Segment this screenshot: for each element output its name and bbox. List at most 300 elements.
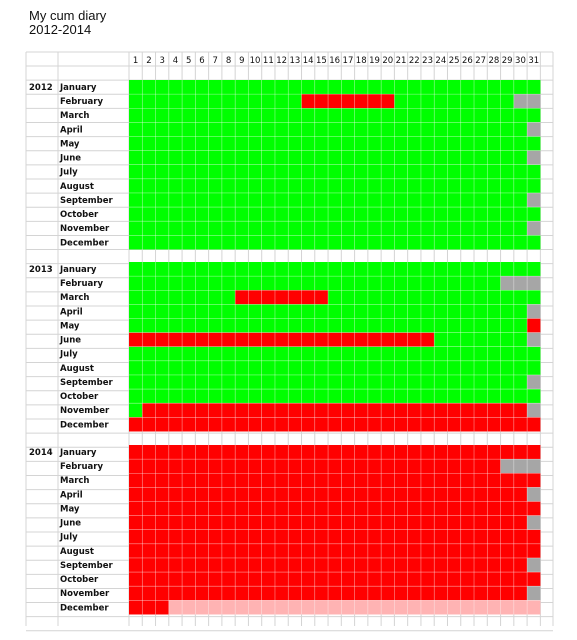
day-cell (169, 487, 182, 501)
day-cell (248, 572, 261, 586)
day-cell (235, 347, 248, 361)
day-cell (315, 94, 328, 108)
day-cell (368, 361, 381, 375)
day-cell (394, 151, 407, 165)
month-label: January (60, 265, 97, 275)
day-cell (394, 459, 407, 473)
day-cell (142, 207, 155, 221)
day-cell (169, 136, 182, 150)
day-cell (341, 530, 354, 544)
day-cell (381, 347, 394, 361)
day-cell (169, 558, 182, 572)
day-cell (447, 445, 460, 459)
day-cell (275, 165, 288, 179)
day-cell (461, 558, 474, 572)
day-cell (487, 165, 500, 179)
day-cell (288, 501, 301, 515)
day-cell (434, 262, 447, 276)
day-cell (262, 333, 275, 347)
day-cell (195, 459, 208, 473)
day-cell (394, 165, 407, 179)
day-cell (222, 347, 235, 361)
day-cell (514, 586, 527, 600)
day-cell (315, 80, 328, 94)
day-cell (156, 361, 169, 375)
day-cell (195, 558, 208, 572)
month-label: November (60, 406, 110, 417)
day-cell (129, 179, 142, 193)
day-cell (315, 207, 328, 221)
day-cell (447, 516, 460, 530)
day-cell (315, 389, 328, 403)
day-cell (461, 459, 474, 473)
day-cell (527, 80, 540, 94)
day-cell (527, 165, 540, 179)
day-cell (501, 389, 514, 403)
day-cell (169, 417, 182, 431)
day-cell (235, 544, 248, 558)
day-cell (461, 276, 474, 290)
day-cell (129, 600, 142, 614)
day-cell (169, 318, 182, 332)
day-cell (487, 501, 500, 515)
day-cell (381, 165, 394, 179)
day-cell (248, 389, 261, 403)
day-cell (501, 165, 514, 179)
day-cell (394, 417, 407, 431)
day-cell (461, 290, 474, 304)
day-cell (169, 403, 182, 417)
day-cell (368, 94, 381, 108)
day-cell (394, 347, 407, 361)
day-cell (394, 530, 407, 544)
day-cell (195, 262, 208, 276)
day-cell (501, 290, 514, 304)
day-cell (487, 94, 500, 108)
day-cell (381, 304, 394, 318)
day-cell (156, 179, 169, 193)
day-label: 14 (302, 56, 314, 66)
day-cell (248, 151, 261, 165)
day-cell (341, 165, 354, 179)
day-label: 31 (528, 56, 540, 66)
day-cell (129, 207, 142, 221)
day-cell (461, 165, 474, 179)
month-label: December (60, 238, 109, 249)
day-cell (248, 80, 261, 94)
day-cell (447, 544, 460, 558)
day-cell (447, 290, 460, 304)
day-cell (302, 207, 315, 221)
day-cell (195, 276, 208, 290)
day-cell (487, 516, 500, 530)
day-cell (182, 179, 195, 193)
day-cell (514, 165, 527, 179)
day-cell (355, 235, 368, 249)
day-cell (341, 558, 354, 572)
day-cell (315, 276, 328, 290)
day-cell (381, 94, 394, 108)
day-cell (514, 473, 527, 487)
day-cell (381, 151, 394, 165)
day-cell (182, 347, 195, 361)
day-cell (368, 572, 381, 586)
day-cell (514, 445, 527, 459)
day-cell (501, 417, 514, 431)
day-cell (514, 530, 527, 544)
day-cell (527, 459, 540, 473)
day-cell (355, 586, 368, 600)
day-cell (235, 586, 248, 600)
day-label: 20 (382, 56, 394, 66)
month-label: July (60, 167, 78, 178)
day-cell (514, 221, 527, 235)
month-label: December (60, 603, 109, 614)
day-cell (447, 417, 460, 431)
day-cell (487, 600, 500, 614)
day-cell (315, 558, 328, 572)
day-cell (368, 136, 381, 150)
day-cell (142, 501, 155, 515)
day-cell (408, 375, 421, 389)
day-cell (302, 151, 315, 165)
day-cell (355, 361, 368, 375)
day-cell (421, 304, 434, 318)
day-cell (315, 487, 328, 501)
day-cell (129, 389, 142, 403)
day-cell (341, 80, 354, 94)
day-cell (222, 586, 235, 600)
day-cell (421, 516, 434, 530)
day-cell (368, 207, 381, 221)
day-cell (288, 122, 301, 136)
day-cell (129, 403, 142, 417)
day-cell (421, 445, 434, 459)
day-cell (527, 558, 540, 572)
day-cell (235, 94, 248, 108)
day-cell (514, 262, 527, 276)
day-cell (381, 501, 394, 515)
day-cell (328, 544, 341, 558)
day-cell (381, 544, 394, 558)
day-cell (328, 333, 341, 347)
day-cell (235, 276, 248, 290)
day-cell (182, 207, 195, 221)
month-label: July (60, 532, 78, 543)
day-cell (381, 600, 394, 614)
day-cell (501, 487, 514, 501)
day-cell (235, 473, 248, 487)
day-cell (248, 276, 261, 290)
day-cell (514, 136, 527, 150)
day-cell (235, 375, 248, 389)
day-label: 8 (225, 56, 232, 66)
day-cell (434, 221, 447, 235)
day-cell (474, 530, 487, 544)
day-cell (381, 318, 394, 332)
day-cell (474, 487, 487, 501)
day-cell (142, 558, 155, 572)
day-cell (527, 501, 540, 515)
day-cell (421, 318, 434, 332)
day-cell (262, 389, 275, 403)
day-cell (156, 165, 169, 179)
month-label: August (60, 181, 94, 192)
day-cell (434, 417, 447, 431)
day-cell (142, 445, 155, 459)
day-cell (474, 108, 487, 122)
day-cell (142, 516, 155, 530)
day-cell (248, 516, 261, 530)
day-cell (288, 262, 301, 276)
day-cell (248, 600, 261, 614)
day-cell (341, 487, 354, 501)
day-cell (447, 122, 460, 136)
day-cell (434, 347, 447, 361)
day-cell (182, 80, 195, 94)
month-label: March (60, 476, 90, 487)
day-cell (195, 501, 208, 515)
day-cell (514, 572, 527, 586)
day-cell (368, 544, 381, 558)
day-cell (328, 459, 341, 473)
day-cell (248, 207, 261, 221)
day-cell (195, 333, 208, 347)
day-cell (381, 207, 394, 221)
day-cell (341, 108, 354, 122)
day-cell (501, 207, 514, 221)
day-cell (527, 403, 540, 417)
day-cell (341, 318, 354, 332)
day-cell (527, 375, 540, 389)
day-cell (501, 333, 514, 347)
day-cell (275, 80, 288, 94)
day-cell (142, 487, 155, 501)
month-label: March (60, 293, 90, 304)
month-label: April (60, 307, 83, 318)
day-cell (129, 333, 142, 347)
day-cell (156, 235, 169, 249)
day-cell (222, 530, 235, 544)
day-cell (209, 235, 222, 249)
day-cell (381, 459, 394, 473)
day-cell (527, 207, 540, 221)
day-cell (474, 361, 487, 375)
day-cell (461, 572, 474, 586)
day-cell (408, 151, 421, 165)
day-cell (474, 304, 487, 318)
day-label: 21 (395, 56, 407, 66)
day-cell (447, 558, 460, 572)
day-cell (341, 501, 354, 515)
day-cell (394, 94, 407, 108)
day-cell (315, 304, 328, 318)
day-cell (142, 572, 155, 586)
day-cell (394, 375, 407, 389)
day-cell (474, 501, 487, 515)
day-cell (355, 530, 368, 544)
day-cell (315, 235, 328, 249)
day-cell (222, 136, 235, 150)
day-cell (487, 179, 500, 193)
day-cell (381, 572, 394, 586)
day-cell (487, 262, 500, 276)
day-cell (288, 347, 301, 361)
day-cell (129, 530, 142, 544)
day-cell (447, 403, 460, 417)
day-cell (262, 558, 275, 572)
day-cell (487, 347, 500, 361)
day-cell (447, 572, 460, 586)
day-cell (315, 501, 328, 515)
day-label: 22 (408, 56, 420, 66)
day-cell (514, 276, 527, 290)
day-cell (408, 501, 421, 515)
day-cell (474, 389, 487, 403)
day-cell (341, 207, 354, 221)
day-cell (142, 600, 155, 614)
day-cell (514, 417, 527, 431)
day-cell (235, 165, 248, 179)
day-cell (328, 221, 341, 235)
day-cell (302, 572, 315, 586)
day-cell (461, 375, 474, 389)
day-cell (142, 544, 155, 558)
day-cell (501, 361, 514, 375)
day-cell (527, 290, 540, 304)
day-cell (447, 459, 460, 473)
day-cell (302, 347, 315, 361)
day-cell (408, 347, 421, 361)
day-cell (421, 94, 434, 108)
day-cell (209, 572, 222, 586)
day-cell (394, 318, 407, 332)
day-cell (156, 207, 169, 221)
day-cell (394, 333, 407, 347)
day-cell (447, 333, 460, 347)
day-cell (341, 290, 354, 304)
day-cell (209, 304, 222, 318)
day-cell (288, 165, 301, 179)
day-cell (209, 207, 222, 221)
day-label: 29 (501, 56, 513, 66)
day-label: 23 (422, 56, 433, 66)
day-cell (341, 361, 354, 375)
day-cell (447, 262, 460, 276)
day-cell (222, 403, 235, 417)
day-cell (275, 276, 288, 290)
day-cell (275, 516, 288, 530)
day-cell (434, 179, 447, 193)
day-cell (501, 262, 514, 276)
day-cell (302, 530, 315, 544)
day-cell (394, 221, 407, 235)
day-cell (302, 108, 315, 122)
day-cell (355, 333, 368, 347)
day-cell (182, 318, 195, 332)
day-cell (447, 80, 460, 94)
day-cell (142, 375, 155, 389)
day-cell (527, 94, 540, 108)
heatmap-cells (129, 80, 540, 614)
day-cell (288, 179, 301, 193)
day-cell (434, 389, 447, 403)
day-cell (341, 221, 354, 235)
day-cell (275, 389, 288, 403)
day-cell (394, 304, 407, 318)
day-cell (421, 530, 434, 544)
day-cell (487, 136, 500, 150)
day-cell (156, 262, 169, 276)
month-label: August (60, 363, 94, 374)
day-cell (474, 318, 487, 332)
day-cell (142, 347, 155, 361)
day-cell (487, 389, 500, 403)
day-cell (368, 276, 381, 290)
day-cell (527, 572, 540, 586)
day-cell (195, 530, 208, 544)
day-cell (434, 544, 447, 558)
day-cell (461, 389, 474, 403)
day-cell (315, 530, 328, 544)
day-cell (461, 445, 474, 459)
day-cell (408, 136, 421, 150)
day-cell (421, 276, 434, 290)
day-cell (434, 558, 447, 572)
day-cell (461, 262, 474, 276)
day-cell (222, 459, 235, 473)
month-label: January (60, 448, 97, 458)
day-cell (501, 558, 514, 572)
day-cell (129, 459, 142, 473)
day-cell (487, 333, 500, 347)
day-label: 18 (355, 56, 367, 66)
day-cell (527, 473, 540, 487)
day-cell (129, 361, 142, 375)
day-cell (275, 586, 288, 600)
day-cell (381, 417, 394, 431)
day-cell (156, 600, 169, 614)
day-cell (195, 445, 208, 459)
day-cell (129, 193, 142, 207)
day-cell (275, 347, 288, 361)
day-cell (315, 165, 328, 179)
day-cell (474, 221, 487, 235)
day-cell (514, 558, 527, 572)
day-cell (195, 600, 208, 614)
day-cell (209, 361, 222, 375)
day-cell (394, 544, 407, 558)
day-cell (288, 403, 301, 417)
day-cell (487, 375, 500, 389)
day-cell (315, 179, 328, 193)
day-cell (381, 389, 394, 403)
day-label: 7 (212, 56, 218, 66)
day-cell (421, 207, 434, 221)
day-cell (288, 94, 301, 108)
day-cell (408, 516, 421, 530)
day-cell (368, 193, 381, 207)
day-cell (209, 151, 222, 165)
day-cell (447, 304, 460, 318)
day-cell (129, 94, 142, 108)
day-cell (408, 94, 421, 108)
day-cell (156, 151, 169, 165)
day-cell (142, 221, 155, 235)
day-cell (408, 235, 421, 249)
month-label: November (60, 589, 110, 600)
day-cell (222, 333, 235, 347)
